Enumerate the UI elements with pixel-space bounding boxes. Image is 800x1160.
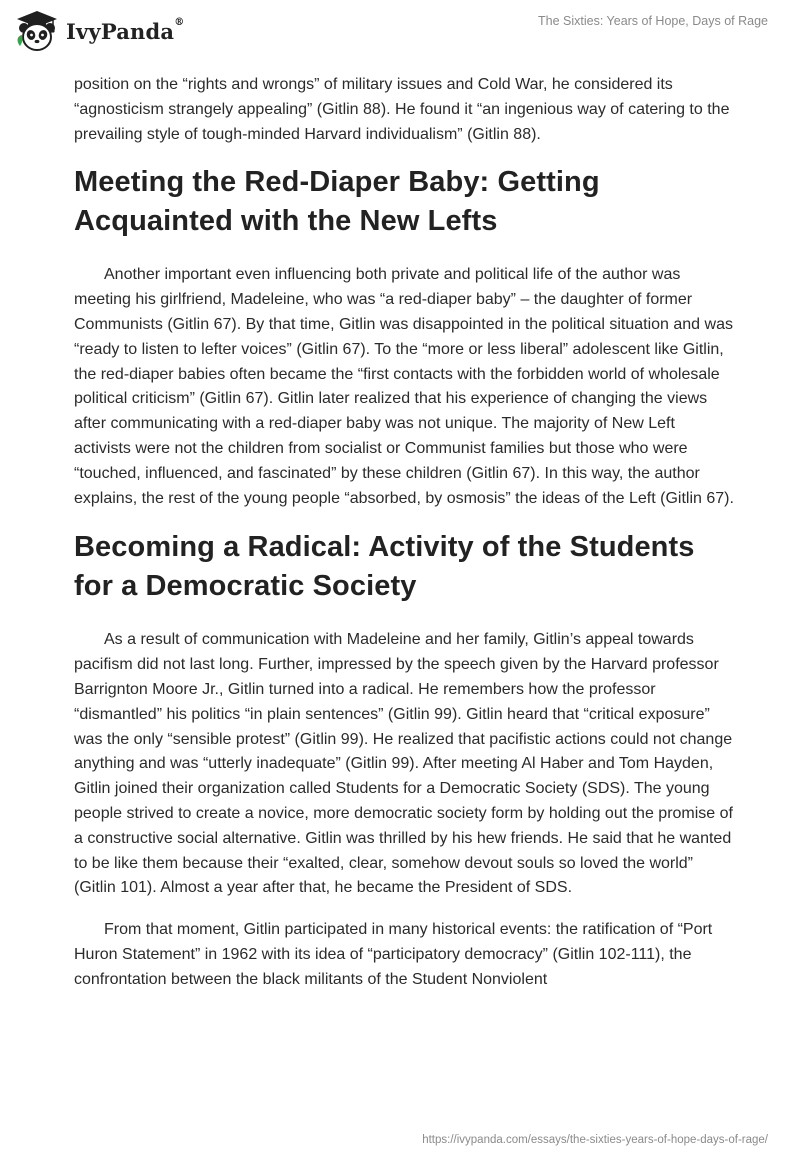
- page-header: [0, 0, 800, 62]
- document-title: The Sixties: Years of Hope, Days of Rage: [538, 14, 768, 28]
- section-heading: Meeting the Red-Diaper Baby: Getting Acquainted with the New Lefts: [74, 166, 600, 238]
- essay-body: [74, 73, 734, 1010]
- section-heading: Becoming a Radical: Activity of the Students for a Democratic Society: [74, 531, 695, 603]
- section-paragraph: As a result of communication with Madeleine and her family, Gitlin’s appeal towards pacifism did not last long. Further, impressed by the speech given by the Harvard professor Barrignton Moore Jr., Gitlin turned into a radical. He remembers how the professor “dismantled” his politics “in plain sentences” (Gitlin 99). Gitlin heard that “critical exposure” was the only “sensible protest” (Gitlin 99). He realized that pacifistic actions could not change anything and was “utterly inadequate” (Gitlin 99). After meeting Al Haber and Tom Hayden, Gitlin joined their organization called Students for a Democratic Society (SDS). The young people strived to create a novice, more democratic society form by holding out the promise of a constructive social alternative. Gitlin was thrilled by his hew friends. He said that he wanted to be like them because their “exalted, clear, somehow devout souls so loved the world” (Gitlin 101). Almost a year after that, he became the President of SDS.: [74, 631, 733, 897]
- section-paragraph: From that moment, Gitlin participated in many historical events: the ratification of “Port Huron Statement” in 1962 with its idea of “participatory democracy” (Gitlin 102-111), the confrontation between the black militants of the Student Nonviolent: [74, 921, 713, 988]
- brand-name: IvyPanda®: [66, 16, 185, 44]
- source-url[interactable]: https://ivypanda.com/essays/the-sixties-years-of-hope-days-of-rage/: [422, 1134, 768, 1146]
- panda-graduate-icon: [14, 8, 60, 54]
- section-paragraph: Another important even influencing both private and political life of the author was meeting his girlfriend, Madeleine, who was “a red-diaper baby” – the daughter of former Communists (Gitlin 67). By that time, Gitlin was disappointed in the political situation and was “ready to listen to lefter voices” (Gitlin 67). To the “more or less liberal” adolescent like Gitlin, the red-diaper babies often became the “first contacts with the forbidden world of wholesale political criticism” (Gitlin 67). Gitlin later realized that his experience of changing the views after communicating with a red-diaper baby was not unique. The majority of New Left activists were not the children from socialist or Communist families but those who were “touched, influenced, and fascinated” by these children (Gitlin 67). In this way, the author explains, the rest of the young people “absorbed, by osmosis” the ideas of the Left (Gitlin 67).: [74, 266, 734, 507]
- ivypanda-logo[interactable]: [14, 8, 184, 54]
- intro-paragraph: position on the “rights and wrongs” of military issues and Cold War, he considered its “agnosticism strangely appealing” (Gitlin 88). He found it “an ingenious way of catering to the prevailing style of tough-minded Harvard individualism” (Gitlin 88).: [74, 76, 730, 143]
